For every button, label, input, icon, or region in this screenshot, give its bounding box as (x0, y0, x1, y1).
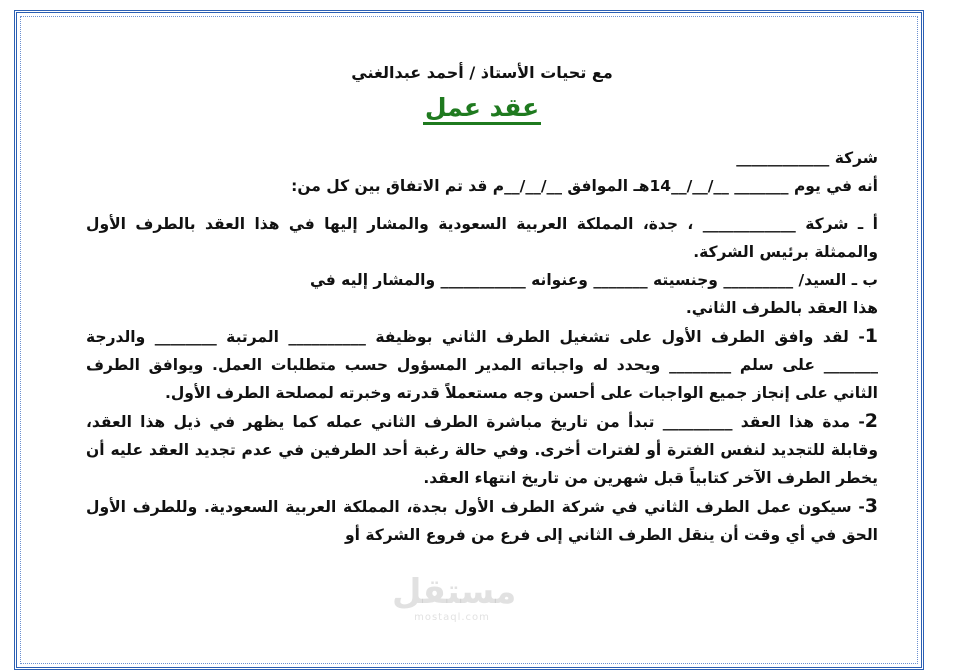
clause-3-text: - سيكون عمل الطرف الثاني في شركة الطرف الأول بجدة، المملكة العربية السعودية. وللطرف الأول الحق في أي وقت أن ينقل الطرف الثاني إلى فرع من فروع الشركة أو (86, 498, 878, 544)
greeting-line: مع تحيات الأستاذ / أحمد عبدالغني (351, 63, 613, 82)
clause-3-number: 3 (864, 495, 878, 517)
contract-document (86, 58, 878, 549)
date-line: أنه في يوم _______ __/__/__14هـ الموافق __/__/__م قد تم الاتفاق بين كل من: (291, 177, 878, 195)
contract-title (86, 90, 878, 126)
clause-1 (86, 322, 878, 407)
clause-1-text: - لقد وافق الطرف الأول على تشغيل الطرف الثاني بوظيفة __________ المرتبة ________ والدرجة _______ على سلم ________ ويحدد له واجباته المدير المسؤول حسب متطلبات العمل. ويوافق الطرف الثاني على إنجاز جميع الواجبات على أحسن وجه مستعملاً قدرته وخبرته لمصلحة الطرف الأول. (86, 328, 878, 402)
clause-1-number: 1 (864, 325, 878, 347)
clause-3 (86, 492, 878, 549)
company-line: شركة ____________ (736, 149, 878, 167)
clause-2 (86, 407, 878, 492)
contract-title-text: عقد عمل (423, 93, 541, 125)
second-party-line-1: ب ـ السيد/ _________ وجنسيته _______ وعنوانه ___________ والمشار إليه في (309, 271, 878, 289)
watermark-url: mostaql.com (414, 612, 490, 623)
clause-2-number: 2 (864, 410, 878, 432)
second-party-line-2: هذا العقد بالطرف الثاني. (685, 299, 878, 317)
clause-2-text: - مدة هذا العقد _________ تبدأ من تاريخ مباشرة الطرف الثاني عمله كما يظهر في ذيل هذا العقد، وقابلة للتجديد لنفس الفترة أو لفترات أخرى. وفي حالة رغبة أحد الطرفين في عدم تجديد العقد عليه أن يخطر الطرف الآخر كتابياً قبل شهرين من تاريخ انتهاء العقد. (86, 413, 878, 487)
first-party-paragraph: أ ـ شركة ____________ ، جدة، المملكة العربية السعودية والمشار إليها في هذا العقد بالطرف الأول والممثلة برئيس الشركة. (86, 215, 878, 261)
watermark-text: مستقل (392, 572, 517, 612)
